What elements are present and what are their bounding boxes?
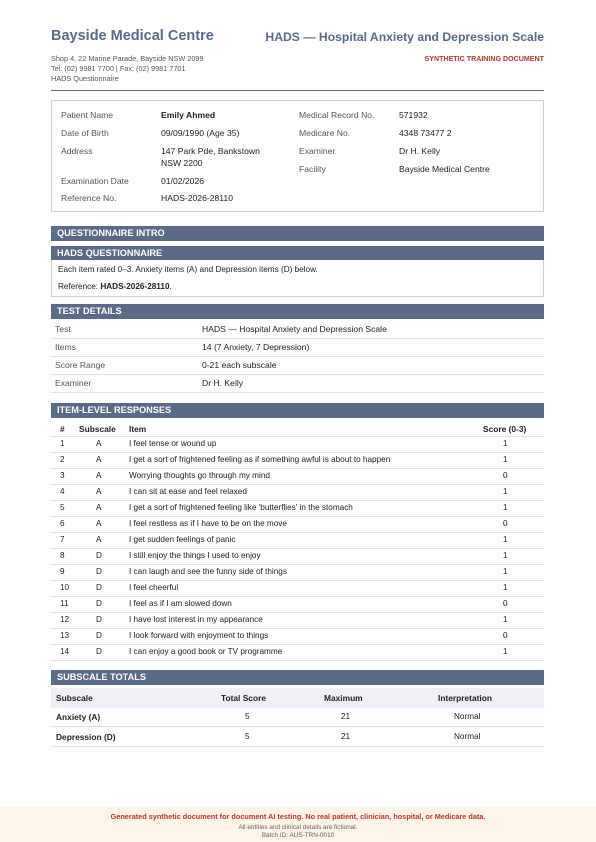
item-subscale: A [96,535,102,544]
footer-batch-id: Batch ID: AUS-TRN-0010 [261,832,335,839]
item-text: I get sudden feelings of panic [129,535,236,544]
intro-box [51,260,544,297]
item-number: 13 [60,631,70,640]
section-item-responses: ITEM-LEVEL RESPONSES [51,403,544,418]
synthetic-tag: SYNTHETIC TRAINING DOCUMENT [424,55,544,63]
mrn-value: 571932 [399,110,428,120]
item-subscale: A [96,519,102,528]
patient-name: Emily Ahmed [161,110,216,120]
item-number: 9 [60,567,65,576]
tot-col-total: Total Score [221,693,266,703]
row-divider [51,484,544,485]
totals-divider [51,726,544,727]
item-subscale: D [96,567,102,576]
item-subscale: D [96,631,102,640]
medicare-label: Medicare No. [299,128,351,138]
item-number: 2 [60,455,65,464]
item-number: 4 [60,487,65,496]
section-questionnaire-intro: QUESTIONNAIRE INTRO [51,226,544,241]
item-number: 6 [60,519,65,528]
item-text: I can sit at ease and feel relaxed [129,487,247,496]
document-type: HADS Questionnaire [51,74,119,83]
test-detail-divider [51,392,544,393]
totals-interpretation: Normal [454,712,481,721]
clinic-phone: Tel: (02) 9981 7700 | Fax: (02) 9981 7701 [51,64,186,73]
item-subscale: D [96,647,102,656]
dob-value: 09/09/1990 (Age 35) [161,128,240,138]
item-subscale: D [96,583,102,592]
document-title: HADS — Hospital Anxiety and Depression Scale [265,30,544,44]
mrn-label: Medical Record No. [299,110,375,120]
item-score: 0 [503,631,508,640]
row-divider [51,644,544,645]
intro-reference-suffix: . [169,282,172,291]
test-detail-label: Test [55,324,71,334]
item-score: 1 [503,551,508,560]
tot-col-max: Maximum [324,693,363,703]
item-score: 1 [503,535,508,544]
intro-text: Each item rated 0–3. Anxiety items (A) and Depression items (D) below. [58,265,318,274]
totals-interpretation: Normal [454,732,481,741]
totals-divider [51,746,544,747]
item-number: 7 [60,535,65,544]
item-text: I can laugh and see the funny side of things [129,567,287,576]
item-text: I have lost interest in my appearance [129,615,263,624]
item-number: 12 [60,615,70,624]
item-score: 1 [503,647,508,656]
item-subscale: D [96,551,102,560]
test-detail-value: HADS — Hospital Anxiety and Depression Scale [202,324,387,334]
row-divider [51,452,544,453]
intro-reference-prefix: Reference: [58,282,101,291]
item-score: 0 [503,599,508,608]
totals-max: 21 [341,712,351,721]
item-text: I still enjoy the things I used to enjoy [129,551,261,560]
tot-col-interp: Interpretation [438,693,492,703]
examiner-label: Examiner [299,146,336,156]
col-num-header: # [60,424,65,434]
clinic-name: Bayside Medical Centre [51,28,214,44]
footer-fictional-note: All entities and clinical details are fictional. [238,824,358,831]
medicare-value: 4348 73477 2 [399,128,452,138]
item-text: I feel cheerful [129,583,179,592]
patient-info-box [51,100,544,212]
test-detail-divider [51,338,544,339]
row-divider [51,468,544,469]
row-divider [51,628,544,629]
item-score: 1 [503,615,508,624]
row-divider [51,612,544,613]
item-score: 1 [503,487,508,496]
exam-date-value: 01/02/2026 [161,176,205,186]
item-number: 5 [60,503,65,512]
item-score: 1 [503,583,508,592]
document-header [51,28,544,91]
item-score: 0 [503,471,508,480]
test-detail-divider [51,356,544,357]
item-score: 0 [503,519,508,528]
item-text: Worrying thoughts go through my mind [129,471,270,480]
item-subscale: A [96,471,102,480]
item-text: I look forward with enjoyment to things [129,631,269,640]
address-line1: 147 Park Pde, Bankstown [161,146,260,156]
examiner-value: Dr H. Kelly [399,146,441,156]
facility-value: Bayside Medical Centre [399,164,490,174]
item-subscale: D [96,615,102,624]
item-number: 8 [60,551,65,560]
item-text: I get a sort of frightened feeling as if something awful is about to happen [129,455,391,464]
row-divider [51,532,544,533]
item-text: I feel as if I am slowed down [129,599,232,608]
item-number: 3 [60,471,65,480]
test-detail-label: Items [55,342,77,352]
section-test-details: TEST DETAILS [51,304,544,319]
item-number: 14 [60,647,70,656]
item-score: 1 [503,503,508,512]
row-divider [51,596,544,597]
totals-max: 21 [341,732,351,741]
item-subscale: A [96,503,102,512]
footer-warning: Generated synthetic document for document AI testing. No real patient, clinician, hospital, or Medicare data. [110,812,486,821]
section-subscale-totals: SUBSCALE TOTALS [51,670,544,685]
intro-reference-value: HADS-2026-28110 [100,282,170,291]
test-detail-divider [51,374,544,375]
intro-reference [58,282,172,291]
col-score-header: Score (0-3) [483,424,527,434]
item-text: I feel restless as if I have to be on the move [129,519,287,528]
footer [0,807,596,842]
row-divider [51,516,544,517]
item-subscale: D [96,599,102,608]
item-subscale: A [96,455,102,464]
item-text: I feel tense or wound up [129,439,217,448]
row-divider [51,660,544,661]
address-line2: NSW 2200 [161,158,203,168]
clinic-address: Shop 4, 22 Marine Parade, Bayside NSW 2099 [51,54,204,63]
item-number: 11 [60,599,69,608]
address-label: Address [61,146,93,156]
item-subscale: A [96,439,102,448]
test-detail-value: 0-21 each subscale [202,360,277,370]
col-item-header: Item [129,424,147,434]
item-score: 1 [503,567,508,576]
tot-col-subscale: Subscale [56,693,93,703]
totals-subscale: Anxiety (A) [56,712,101,722]
totals-score: 5 [245,732,250,741]
col-subscale-header: Subscale [79,424,116,434]
exam-date-label: Examination Date [61,176,129,186]
item-subscale: A [96,487,102,496]
reference-label: Reference No. [61,193,117,203]
test-detail-label: Score Range [55,360,106,370]
test-detail-value: 14 (7 Anxiety, 7 Depression) [202,342,310,352]
item-text: I can enjoy a good book or TV programme [129,647,283,656]
test-detail-label: Examiner [55,378,92,388]
item-score: 1 [503,455,508,464]
row-divider [51,548,544,549]
item-score: 1 [503,439,508,448]
dob-label: Date of Birth [61,128,109,138]
totals-subscale: Depression (D) [56,732,116,742]
totals-header [51,688,544,708]
reference-value: HADS-2026-28110 [161,193,233,203]
item-text: I get a sort of frightened feeling like 'butterflies' in the stomach [129,503,353,512]
test-detail-value: Dr H. Kelly [202,378,244,388]
patient-name-label: Patient Name [61,110,114,120]
item-number: 10 [60,583,70,592]
totals-score: 5 [245,712,250,721]
row-divider [51,500,544,501]
facility-label: Facility [299,164,326,174]
header-divider [51,436,544,437]
row-divider [51,580,544,581]
item-number: 1 [60,439,65,448]
row-divider [51,564,544,565]
section-hads-questionnaire: HADS QUESTIONNAIRE [51,245,544,260]
